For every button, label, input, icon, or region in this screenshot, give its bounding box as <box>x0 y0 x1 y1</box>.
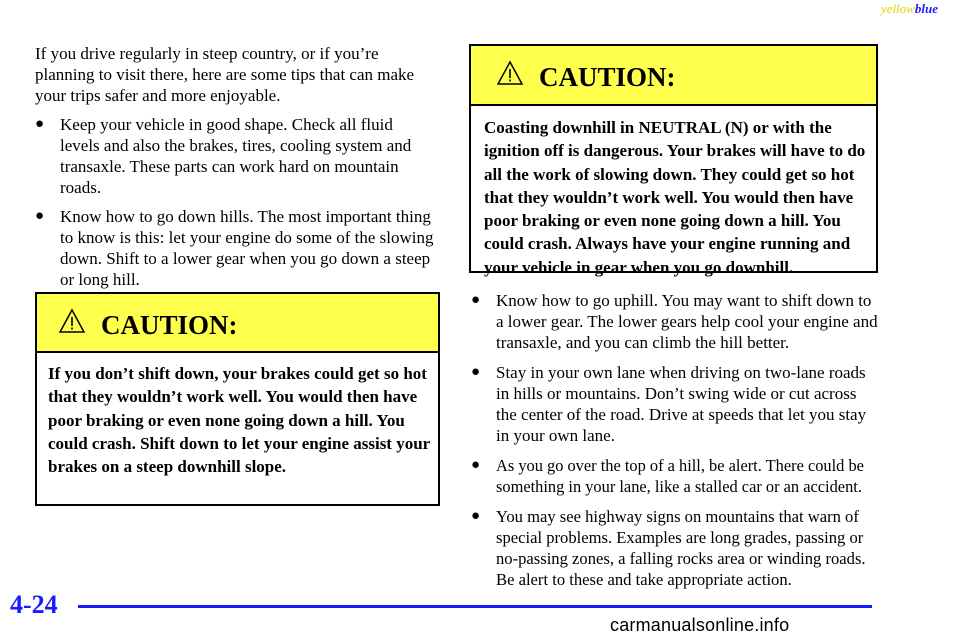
list-item <box>471 290 881 353</box>
caution-header <box>37 294 438 353</box>
caution-box-right <box>469 44 878 277</box>
caution-box-left <box>35 292 440 506</box>
caution-header <box>471 46 876 106</box>
bullet-icon: ● <box>471 292 481 308</box>
bullet-text: Keep your vehicle in good shape. Check all fluid levels and also the brakes, tires, cooling system and transaxle. These parts can work hard on mountain roads. <box>60 115 412 197</box>
intro-paragraph: If you drive regularly in steep country, or if you’re planning to visit there, here are some tips that can make your trips safer and more enjoyable. <box>35 44 415 105</box>
list-item <box>471 455 881 497</box>
header-yellow: yellow <box>880 1 915 16</box>
color-header <box>881 1 938 17</box>
bullet-text: You may see highway signs on mountains that warn of special problems. Examples are long grades, passing or no-passing zones, a falling rocks area or winding roads. Be alert to these and take appropriate action. <box>496 507 866 589</box>
list-item <box>35 206 435 290</box>
caution-title: CAUTION: <box>539 62 676 92</box>
caution-title: CAUTION: <box>101 310 238 340</box>
page-number: 4-24 <box>10 590 58 619</box>
footer-rule <box>78 605 872 608</box>
watermark: carmanualsonline.info <box>610 615 790 635</box>
warning-triangle-icon <box>59 308 85 334</box>
header-blue: blue <box>914 1 938 16</box>
caution-text: Coasting downhill in NEUTRAL (N) or with the ignition off is dangerous. Your brakes will have to do all the work of slowing down. They could get so hot that they wouldn’t work well. You would then have poor braking or even none going down a hill. You could crash. Always have your engine running and your vehicle in gear when you go downhill. <box>484 118 866 277</box>
bullet-icon: ● <box>35 208 45 224</box>
bullet-icon: ● <box>471 364 481 380</box>
list-item <box>471 506 881 590</box>
bullet-text: Know how to go down hills. The most important thing to know is this: let your engine do some of the slowing down. Shift to a lower gear when you go down a steep or long hill. <box>60 207 434 289</box>
right-column <box>471 290 881 590</box>
warning-triangle-icon <box>497 60 523 86</box>
bullet-icon: ● <box>35 116 45 132</box>
caution-text: If you don’t shift down, your brakes could get so hot that they wouldn’t work well. You would then have poor braking or even none going down a hill. You could crash. Shift down to let your engine assist your brakes on a steep downhill slope. <box>48 364 430 477</box>
left-column <box>35 43 435 290</box>
bullet-icon: ● <box>471 457 481 473</box>
bullet-text: Know how to go uphill. You may want to shift down to a lower gear. The lower gears help cool your engine and transaxle, and you can climb the hill better. <box>496 291 878 352</box>
list-item <box>471 362 881 446</box>
list-item <box>35 114 435 198</box>
bullet-icon: ● <box>471 508 481 524</box>
bullet-text: Stay in your own lane when driving on two-lane roads in hills or mountains. Don’t swing wide or cut across the center of the road. Drive at speeds that let you stay in your own lane. <box>496 363 867 445</box>
bullet-text: As you go over the top of a hill, be alert. There could be something in your lane, like a stalled car or an accident. <box>496 456 864 496</box>
